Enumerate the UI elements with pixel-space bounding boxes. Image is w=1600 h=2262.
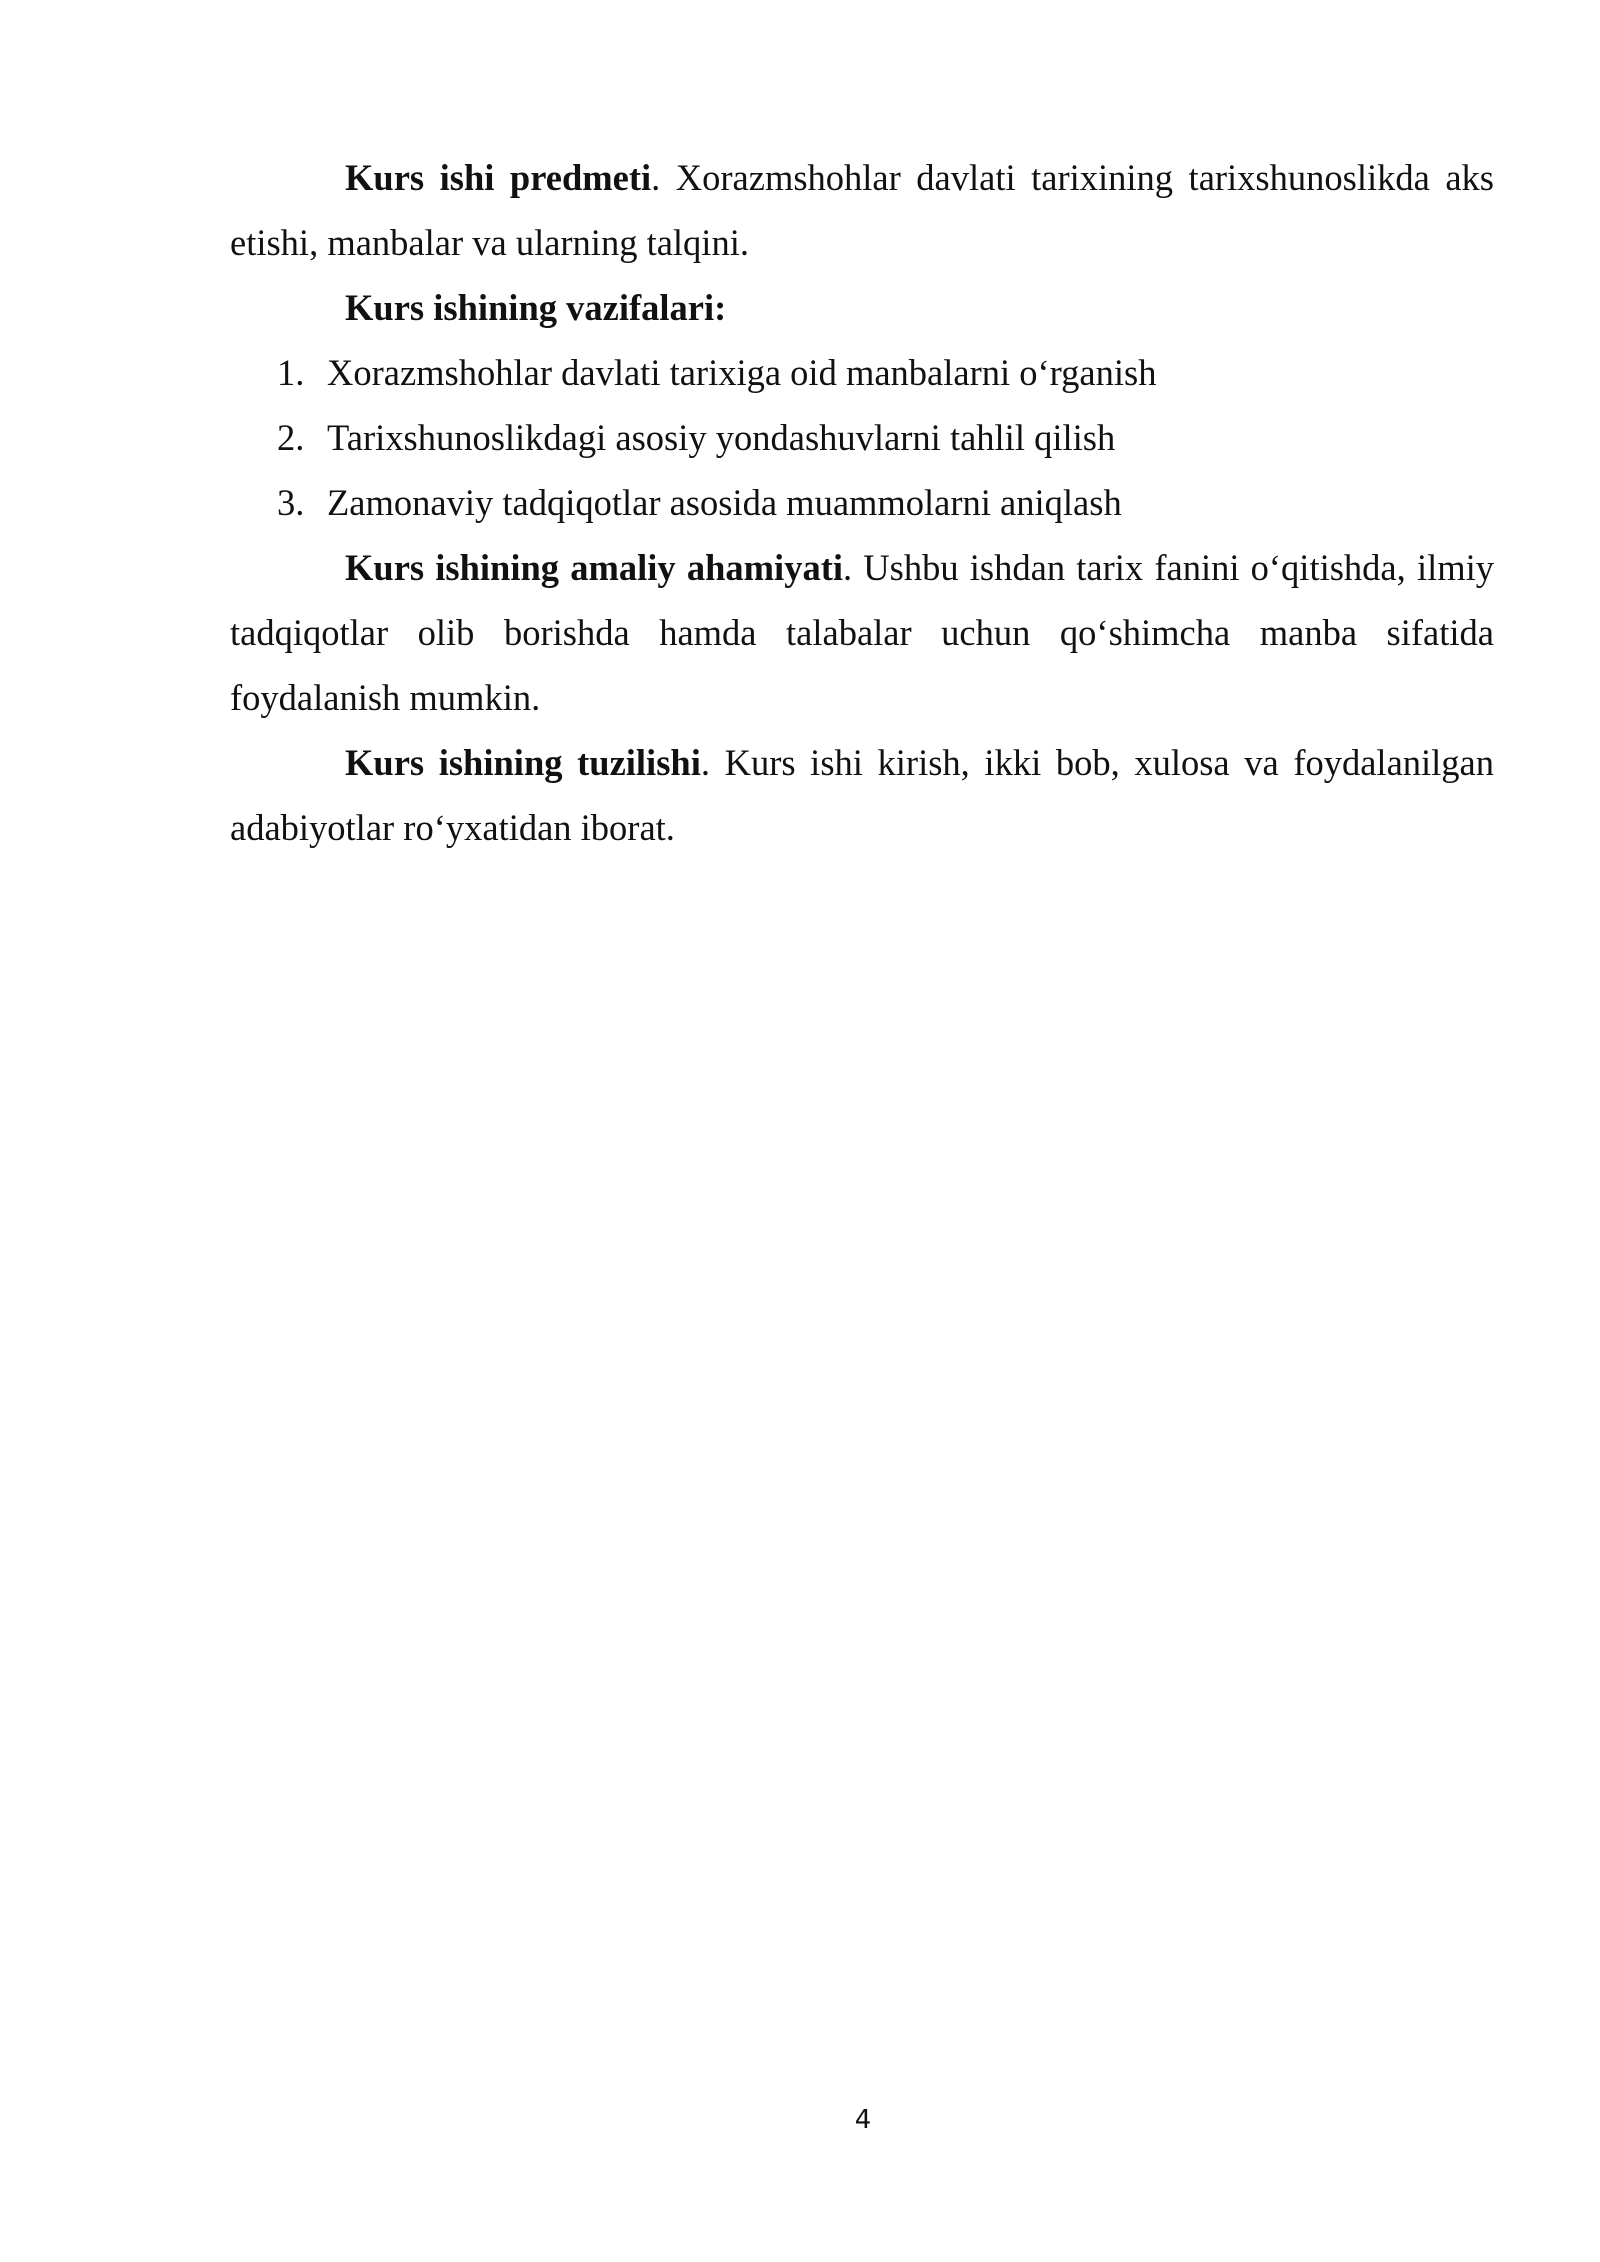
document-body <box>230 145 1494 860</box>
list-item-number: 1. <box>277 352 305 393</box>
list-item <box>230 405 1494 470</box>
structure-text: . Kurs ishi kirish, ikki bob, xulosa va foydalanilgan adabiyotlar ro‘yxatidan iborat. <box>230 742 1494 848</box>
tasks-list <box>230 340 1494 535</box>
list-item <box>230 340 1494 405</box>
subject-text: . Xorazmshohlar davlati tarixining tarixshunoslikda aks etishi, manbalar va ularning talqini. <box>230 157 1494 263</box>
list-item <box>230 470 1494 535</box>
practical-paragraph <box>230 535 1494 730</box>
list-item-text: Zamonaviy tadqiqotlar asosida muammolarni aniqlash <box>327 482 1122 523</box>
subject-heading: Kurs ishi predmeti <box>345 157 652 198</box>
structure-heading: Kurs ishining tuzilishi <box>345 742 701 783</box>
list-item-text: Xorazmshohlar davlati tarixiga oid manbalarni o‘rganish <box>327 352 1157 393</box>
structure-paragraph <box>230 730 1494 860</box>
list-item-number: 3. <box>277 482 305 523</box>
practical-heading: Kurs ishining amaliy ahamiyati <box>345 547 843 588</box>
page-number: 4 <box>854 2105 872 2135</box>
practical-text: . Ushbu ishdan tarix fanini o‘qitishda, ilmiy tadqiqotlar olib borishda hamda talabalar uchun qo‘shimcha manba sifatida foydalanish mumkin. <box>230 547 1495 718</box>
list-item-number: 2. <box>277 417 305 458</box>
list-item-text: Tarixshunoslikdagi asosiy yondashuvlarni tahlil qilish <box>327 417 1116 458</box>
subject-paragraph <box>230 145 1494 275</box>
tasks-heading: Kurs ishining vazifalari: <box>345 287 727 328</box>
